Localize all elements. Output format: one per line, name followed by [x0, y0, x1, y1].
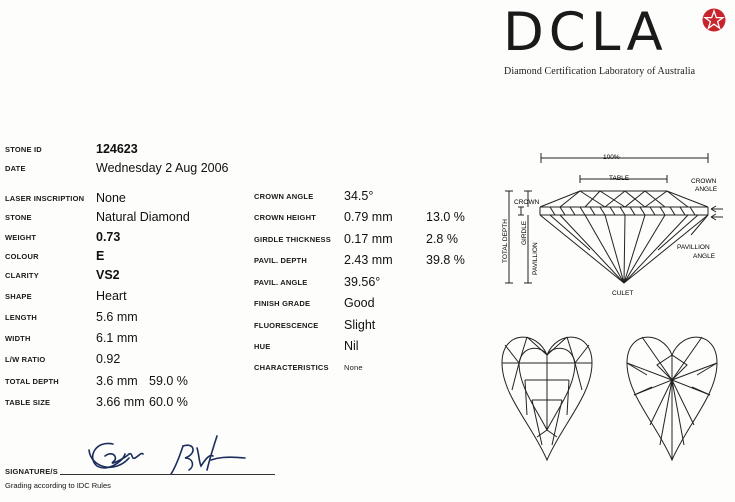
proportion-value: 0.79 mm: [344, 210, 393, 224]
grading-note: Grading according to IDC Rules: [5, 481, 111, 490]
proportion-label: CHARACTERISTICS: [254, 363, 329, 372]
left-value: 124623: [96, 142, 138, 156]
proportion-percent: 39.8 %: [426, 253, 465, 267]
left-label: SHAPE: [5, 292, 32, 301]
proportion-value: 39.56°: [344, 275, 381, 289]
proportion-value: Good: [344, 296, 375, 310]
left-label: STONE ID: [5, 145, 42, 154]
proportion-label: PAVIL. ANGLE: [254, 278, 308, 287]
diamond-profile-diagram: [495, 145, 735, 300]
left-value: 5.6 mm: [96, 310, 138, 324]
label-pavillion-angle-2: ANGLE: [693, 253, 716, 260]
label-total-depth: TOTAL DEPTH: [502, 219, 509, 263]
heart-crown-view-diagram: [497, 325, 597, 465]
proportion-label: HUE: [254, 342, 271, 351]
label-culet: CULET: [612, 290, 634, 297]
proportion-label: FLUORESCENCE: [254, 321, 319, 330]
proportion-percent: 2.8 %: [426, 232, 458, 246]
left-label: DATE: [5, 164, 26, 173]
proportion-label: CROWN HEIGHT: [254, 213, 316, 222]
left-label: L/W RATIO: [5, 355, 46, 364]
left-value: VS2: [96, 268, 120, 282]
proportion-label: CROWN ANGLE: [254, 192, 314, 201]
proportion-value: 0.17 mm: [344, 232, 393, 246]
signature-line: [60, 474, 275, 475]
left-label: LENGTH: [5, 313, 38, 322]
label-pavillion: PAVILLION: [532, 242, 539, 275]
label-table: TABLE: [609, 175, 630, 182]
left-value: 0.92: [96, 352, 121, 366]
organization-name: Diamond Certification Laboratory of Australia: [504, 66, 696, 77]
left-label: WIDTH: [5, 334, 31, 343]
signature-image: [85, 428, 250, 478]
proportion-percent: 13.0 %: [426, 210, 465, 224]
proportion-label: PAVIL. DEPTH: [254, 256, 307, 265]
left-value: None: [96, 191, 126, 205]
label-crown-angle-1: CROWN: [691, 178, 717, 185]
left-label: WEIGHT: [5, 233, 37, 242]
proportion-label: FINISH GRADE: [254, 299, 311, 308]
proportion-value: 2.43 mm: [344, 253, 393, 267]
left-label: STONE: [5, 213, 32, 222]
left-value: 3.66 mm: [96, 395, 145, 409]
left-label: TOTAL DEPTH: [5, 377, 59, 386]
left-value: Heart: [96, 289, 127, 303]
label-crown-angle-2: ANGLE: [695, 186, 718, 193]
left-value: Natural Diamond: [96, 210, 190, 224]
left-value: 3.6 mm: [96, 374, 138, 388]
proportion-value: Nil: [344, 339, 359, 353]
left-value: E: [96, 249, 105, 263]
left-label: TABLE SIZE: [5, 398, 51, 407]
left-label: LASER INSCRIPTION: [5, 194, 85, 203]
heart-pavilion-view-diagram: [622, 325, 722, 465]
signature-label: SIGNATURE/S: [5, 467, 58, 476]
proportion-value: None: [344, 363, 363, 372]
left-label: COLOUR: [5, 252, 39, 261]
left-value-percent: 60.0 %: [149, 395, 188, 409]
left-value: Wednesday 2 Aug 2006: [96, 161, 229, 175]
left-label: CLARITY: [5, 271, 39, 280]
label-crown: CROWN: [514, 199, 540, 206]
logo-star-icon: [702, 8, 726, 32]
label-100-percent: 100%: [603, 154, 620, 161]
label-girdle: GIRDLE: [521, 220, 528, 245]
left-value: 6.1 mm: [96, 331, 138, 345]
proportion-value: 34.5°: [344, 189, 374, 203]
left-value: 0.73: [96, 230, 121, 244]
label-pavillion-angle-1: PAVILLION: [677, 244, 710, 251]
proportion-label: GIRDLE THICKNESS: [254, 235, 331, 244]
logo-wordmark: DCLA: [503, 2, 668, 63]
proportion-value: Slight: [344, 318, 376, 332]
left-value-percent: 59.0 %: [149, 374, 188, 388]
